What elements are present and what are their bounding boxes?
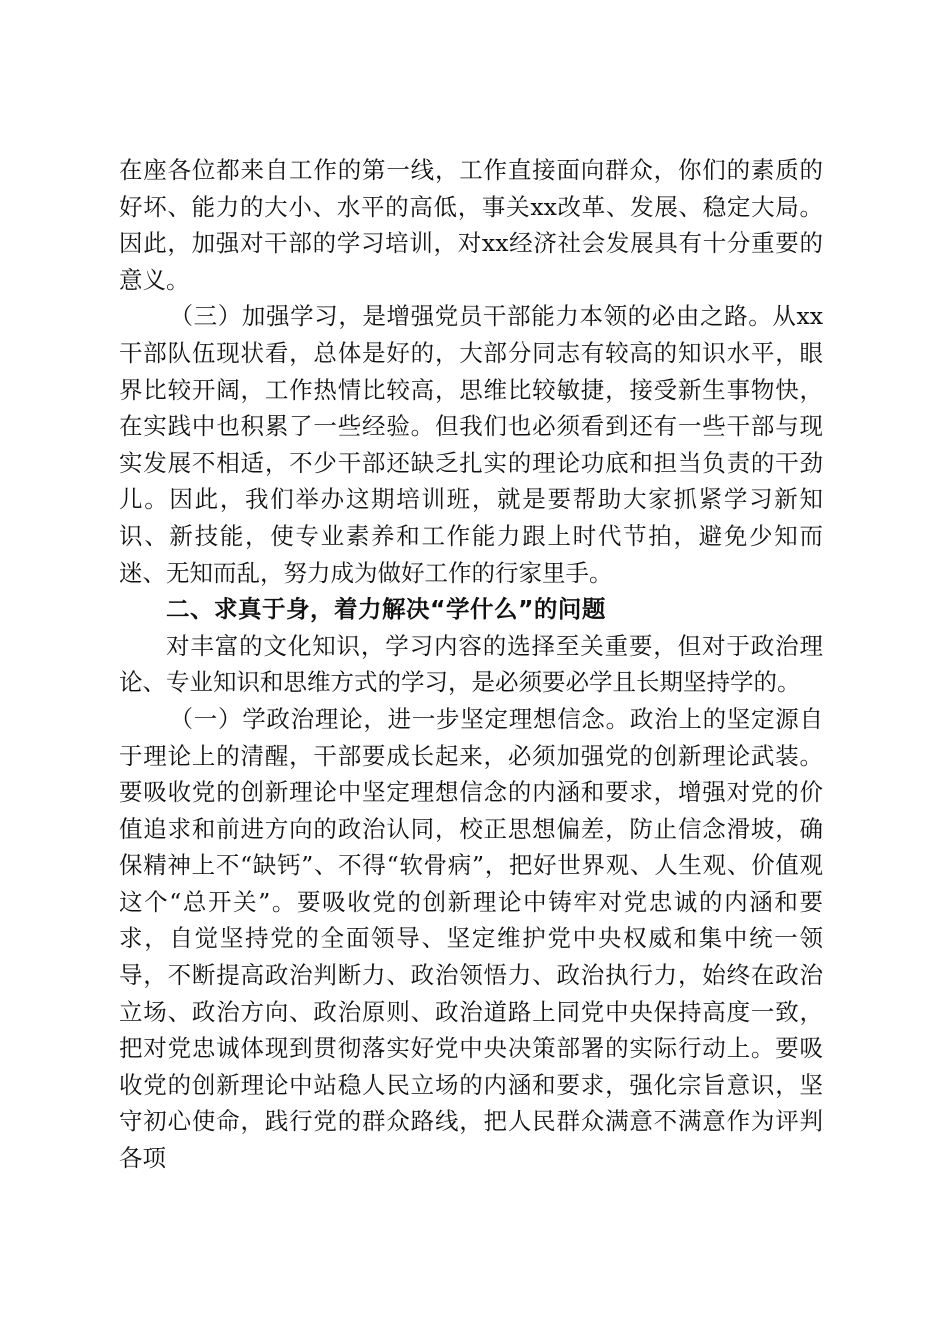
paragraph-section-three: （三）加强学习，是增强党员干部能力本领的必由之路。从xx干部队伍现状看，总体是好的，大部分同志有较高的知识水平，眼界比较开阔，工作热情比较高，思维比较敏捷，接受新生事物快，在实践中也积累了一些经验。但我们也必须看到还有一些干部与现实发展不相适，不少干部还缺乏扎实的理论功底和担当负责的干劲儿。因此，我们举办这期培训班，就是要帮助大家抓紧学习新知识、新技能，使专业素养和工作能力跟上时代节拍，避免少知而迷、无知而乱，努力成为做好工作的行家里手。: [119, 302, 823, 587]
paragraph-intro: 对丰富的文化知识，学习内容的选择至关重要，但对于政治理论、专业知识和思维方式的学习，是必须要必学且长期坚持学的。: [119, 631, 823, 697]
paragraph-subsection-one: （一）学政治理论，进一步坚定理想信念。政治上的坚定源自于理论上的清醒，干部要成长起来，必须加强党的创新理论武装。要吸收党的创新理论中坚定理想信念的内涵和要求，增强对党的价值追求和前进方向的政治认同，校正思想偏差，防止信念滑坡，确保精神上不“缺钙”、不得“软骨病”，把好世界观、人生观、价值观这个“总开关”。要吸收党的创新理论中铸牢对党忠诚的内涵和要求，自觉坚持党的全面领导、坚定维护党中央权威和集中统一领导，不断提高政治判断力、政治领悟力、政治执行力，始终在政治立场、政治方向、政治原则、政治道路上同党中央保持高度一致，把对党忠诚体现到贯彻落实好党中央决策部署的实际行动上。要吸收党的创新理论中站稳人民立场的内涵和要求，强化宗旨意识，坚守初心使命，践行党的群众路线，把人民群众满意不满意作为评判各项: [119, 704, 823, 1173]
section-heading-two: 二、求真于身，着力解决“学什么”的问题: [166, 595, 606, 624]
paragraph-continuation: 在座各位都来自工作的第一线，工作直接面向群众，你们的素质的好坏、能力的大小、水平的高低，事关xx改革、发展、稳定大局。因此，加强对干部的学习培训，对xx经济社会发展具有十分重要的意义。: [119, 156, 823, 294]
document-body: [119, 152, 823, 1177]
